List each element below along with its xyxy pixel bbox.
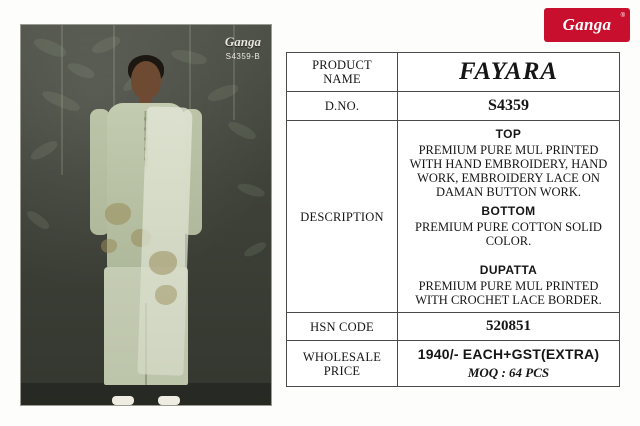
description-bottom-title: BOTTOM	[481, 204, 536, 218]
description-dupatta-text: PREMIUM PURE MUL PRINTED WITH CROCHET LACE BORDER.	[415, 279, 602, 307]
value-price-cell	[398, 341, 620, 387]
value-moq: MOQ : 64 PCS	[467, 365, 550, 380]
table-row	[287, 53, 620, 92]
description-bottom-text: PREMIUM PURE COTTON SOLID COLOR.	[415, 220, 602, 248]
label-wholesale-price	[287, 341, 398, 387]
label-product-name	[287, 53, 398, 92]
value-hsn-cell	[398, 313, 620, 341]
foliage-decoration	[236, 181, 266, 200]
table-row	[287, 341, 620, 387]
photo-brand-name: Ganga	[224, 34, 261, 49]
product-photo	[20, 24, 272, 406]
label-wholesale-price-line2: PRICE	[323, 363, 361, 378]
value-description-cell	[398, 121, 620, 313]
description-top-title: TOP	[495, 127, 522, 141]
label-wholesale-price-line1: WHOLESALE	[302, 349, 382, 364]
model-head	[131, 61, 161, 99]
foliage-decoration	[226, 118, 257, 143]
value-price: 1940/- EACH+GST(EXTRA)	[417, 346, 600, 362]
value-product-name-cell	[398, 53, 620, 92]
photo-brand-stamp	[225, 35, 261, 61]
label-dno: D.NO.	[287, 92, 398, 121]
value-hsn-code: 520851	[486, 318, 531, 334]
value-dno-cell	[398, 92, 620, 121]
table-row	[287, 121, 620, 313]
dupatta-drape	[137, 106, 192, 375]
trademark-symbol: ®	[620, 13, 625, 19]
brand-name: Ganga	[562, 15, 612, 34]
brand-logo	[544, 8, 630, 42]
value-dno: S4359	[488, 97, 529, 114]
description-top-text: PREMIUM PURE MUL PRINTED WITH HAND EMBROIDERY, HAND WORK, EMBROIDERY LACE ON DAMAN BUTTON WORK.	[409, 143, 608, 199]
description-spacer	[404, 254, 613, 262]
design-code: S4359-B	[225, 52, 261, 61]
value-product-name: FAYARA	[458, 58, 559, 85]
model-shoe-left	[112, 396, 134, 405]
table-row	[287, 92, 620, 121]
foliage-decoration	[25, 208, 51, 232]
label-product-name-line2: NAME	[323, 72, 361, 86]
specification-table	[286, 52, 620, 387]
foliage-decoration	[28, 139, 60, 163]
label-hsn-code: HSN CODE	[287, 313, 398, 341]
label-product-name-line1: PRODUCT	[312, 58, 372, 72]
label-description: DESCRIPTION	[287, 121, 398, 313]
model-figure	[71, 53, 221, 405]
foliage-decoration	[242, 240, 268, 258]
description-dupatta-title: DUPATTA	[479, 263, 538, 277]
table-row	[287, 313, 620, 341]
model-shoe-right	[158, 396, 180, 405]
